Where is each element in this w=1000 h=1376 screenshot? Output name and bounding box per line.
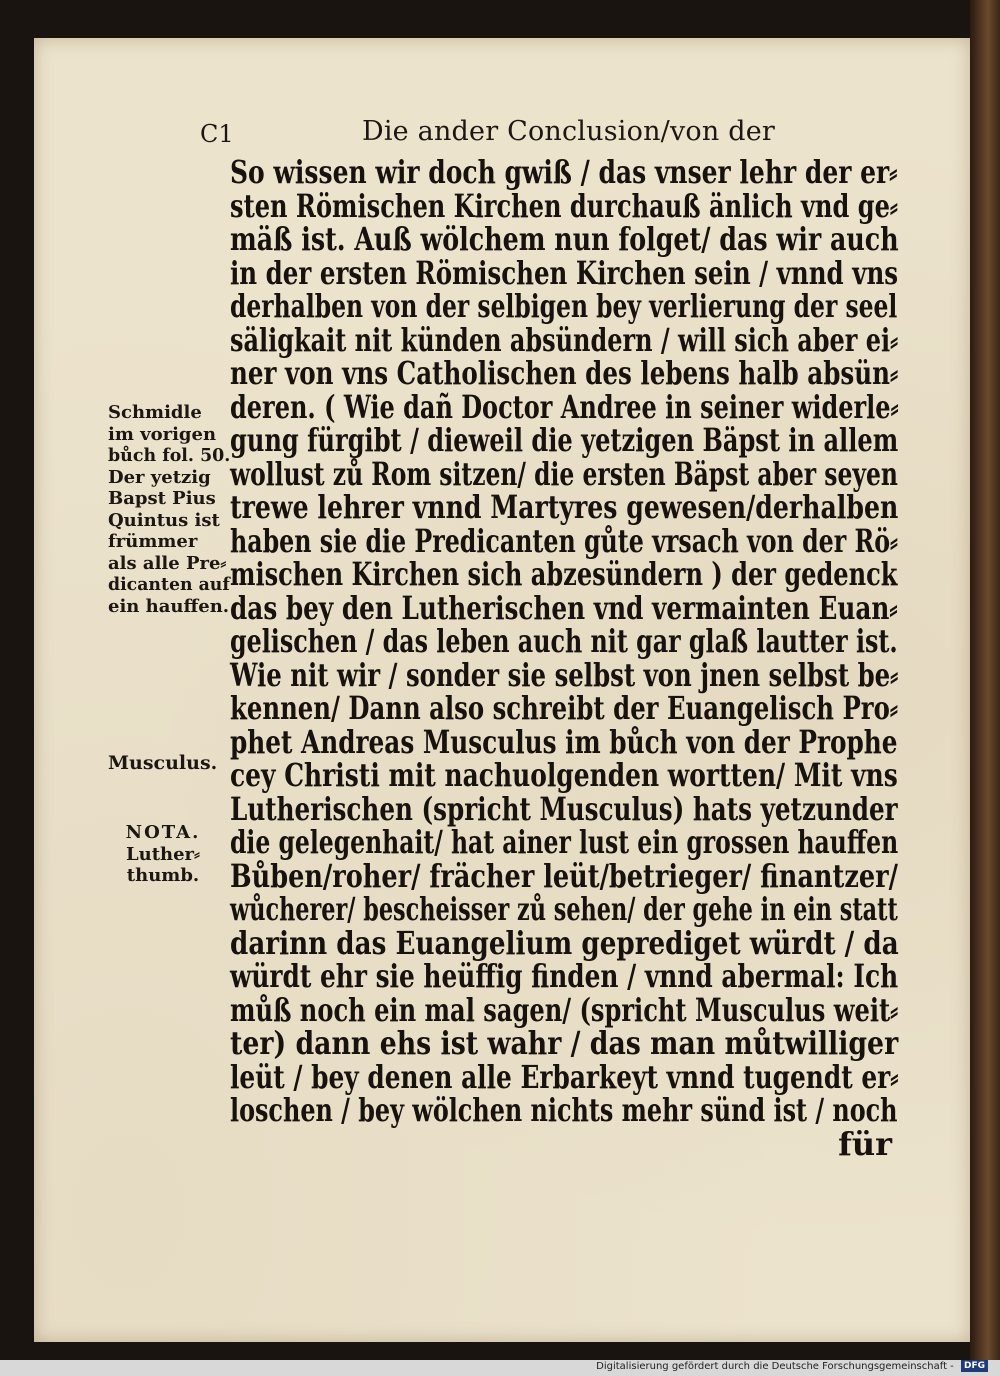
credit-text: Digitalisierung gefördert durch die Deutsche Forschungsgemeinschaft - [596,1361,954,1372]
text-line: kennen/ Dann also schreibt der Euangelisch Pro⸗ [230,689,898,727]
text-line: cey Christi mit nachuolgenden wortten/ Mit vns [230,756,898,794]
marginal-note-line: dicanten auf [108,574,230,595]
text-line: ner von vns Catholischen des lebens halb absün⸗ [230,354,899,392]
page-number: C1 [200,120,234,148]
text-line: sten Römischen Kirchen durchauß änlich vnd ge⸗ [230,186,898,225]
text-line: wůcherer/ bescheisser zů sehen/ der gehe in ein statt [230,890,898,928]
marginal-note-line: ein hauffen. [108,595,230,617]
catchword: für [838,1124,892,1163]
text-line: mischen Kirchen sich abzesündern ) der gedenck [230,555,898,593]
marginal-note-line: bůch fol. 50. [108,445,231,466]
digitization-credit [596,1360,988,1374]
text-line: das bey den Lutherischen vnd vermainten Euan⸗ [230,588,898,627]
marginal-note-line: Musculus. [108,752,218,774]
text-line: gelischen / das leben auch nit gar glaß lautter ist. [230,622,898,660]
text-line: deren. ( Wie dañ Doctor Andree in seiner widerle⸗ [230,387,899,426]
text-line: gung fürgibt / dieweil die yetzigen Bäpst in allem [230,421,899,459]
text-line: haben sie die Predicanten gůte vrsach von der Rö⸗ [230,521,898,560]
marginal-note-line: Schmidle [108,402,202,423]
text-line: derhalben von der selbigen bey verlierung der seel [230,287,898,325]
text-line: mäß ist. Auß wölchem nun folget/ das wir auch [230,220,899,258]
marginal-note-schmidle [108,402,232,617]
text-line: Wie nit wir / sonder sie selbst von jnen selbst be⸗ [230,655,899,694]
marginal-note-line: Luther⸗ [125,843,201,865]
marginal-note-line: als alle Pre⸗ [108,552,227,574]
text-line: säligkait nit künden absündern / will sich aber ei⸗ [230,320,899,359]
text-line: in der ersten Römischen Kirchen sein / vnnd vns [230,253,899,292]
running-head: Die ander Conclusion/von der [362,116,776,147]
dfg-logo: DFG [961,1360,988,1372]
marginal-note-line: thumb. [126,865,200,886]
text-line: můß noch ein mal sagen/ (spricht Musculus weit⸗ [230,990,899,1029]
text-line: loschen / bey wölchen nichts mehr sünd ist / noch [230,1091,898,1129]
text-line: darinn das Euangelium geprediget würdt / da [230,923,899,962]
body-text [230,153,910,1163]
text-line: die gelegenhait/ hat ainer lust ein grossen hauffen [230,823,899,861]
marginal-note-nota [108,822,218,887]
text-line: leüt / bey denen alle Erbarkeyt vnnd tugendt er⸗ [230,1057,899,1096]
marginal-note-line: im vorigen [108,423,217,445]
book-spine [970,0,1000,1360]
marginal-note-line: Bapst Pius [108,488,216,509]
text-line: trewe lehrer vnnd Martyres gewesen/derhalben [230,488,899,526]
marginal-note-line: Der yetzig [108,466,211,488]
marginal-note-line: NOTA. [125,822,201,843]
text-line: So wissen wir doch gwiß / das vnser lehr der er⸗ [230,153,898,191]
marginal-note-line: Quintus ist [108,509,220,531]
text-line: wollust zů Rom sitzen/ die ersten Bäpst aber seyen [230,454,898,493]
text-line: phet Andreas Musculus im bůch von der Prophe [230,722,898,761]
text-line: ter) dann ehs ist wahr / das man můtwilliger [230,1024,899,1062]
text-line: Bůben/roher/ frächer leüt/betrieger/ finantzer/ [230,856,898,895]
marginal-note-line: frümmer [108,531,198,552]
marginal-note-musculus [108,753,232,775]
text-line: würdt ehr sie heüffig finden / vnnd abermal: Ich [230,957,899,995]
text-line: Lutherischen (spricht Musculus) hats yetzunder [230,789,898,828]
